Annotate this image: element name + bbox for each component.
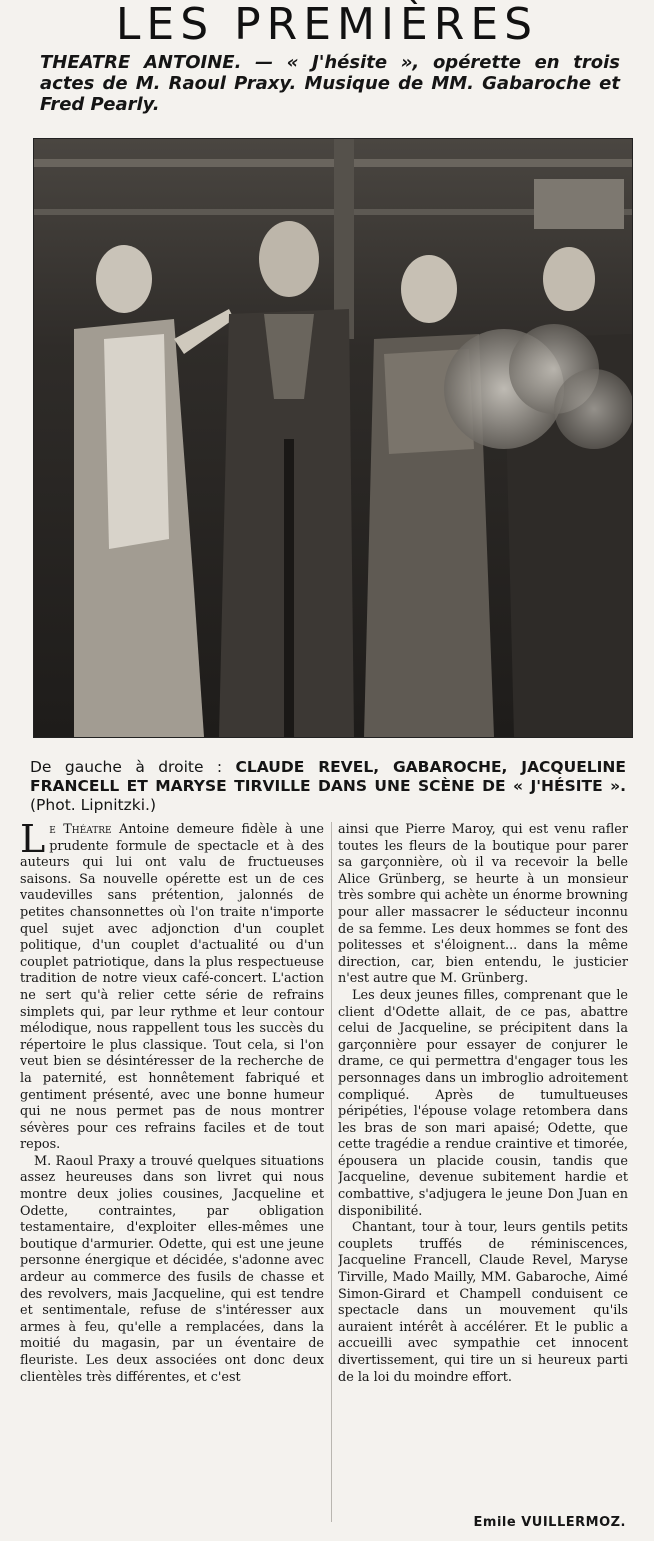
article-paragraph-1: [20, 822, 324, 1154]
article-paragraph-4: Les deux jeunes filles, comprenant que le client d'Odette allait, de ce pas, abattre celui de Jacqueline, se précipitent dans la garçonnière pour essayer de conjurer le drame, ce qui permettra d'engager tous les personnages dans un imbroglio adroitement compliqué. Après de tumultueuses péripéties, l'épouse volage retombera dans les bras de son mari apaisé; Odette, que cette tragédie a rendue craintive et timorée, épousera un placide cousin, tandis que Jacqueline, devenue subitement hardie et combattive, s'adjugera le jeune Don Juan en disponibilité.: [338, 987, 628, 1219]
review-subtitle: THEATRE ANTOINE. — « J'hésite », opérette en trois actes de M. Raoul Praxy. Musique de MM. Gabaroche et Fred Pearly.: [40, 52, 620, 115]
photo-illustration: [34, 139, 632, 737]
lead-smallcaps: e Théatre: [49, 822, 112, 837]
article-paragraph-3: ainsi que Pierre Maroy, qui est venu rafler toutes les fleurs de la boutique pour parer sa garçonnière, où il va recevoir la belle Alice Grünberg, se heurte à un monsieur très sombre qui achète un énorme browning pour aller massacrer le séducteur inconnu de sa femme. Les deux hommes se font des politesses et s'éloignent... dans la même direction, car, bien entendu, le justicier n'est autre que M. Grünberg.: [338, 822, 628, 987]
article-paragraph-2: M. Raoul Praxy a trouvé quelques situations assez heureuses dans son livret qui nous montre deux jolies cousines, Jacqueline et Odette, contraintes, par obligation testamentaire, d'exploiter elles-mêmes une boutique d'armurier. Odette, qui est une jeune personne énergique et décidée, s'adonne avec ardeur au commerce des fusils de chasse et des revolvers, mais Jacqueline, qui est tendre et sentimentale, refuse de s'intéresser aux armes à feu, qu'elle a remplacées, dans la moitié du magasin, par un éventaire de fleuriste. Les deux associées ont donc deux clientèles très différentes, et c'est: [20, 1153, 324, 1385]
author-signature: Emile VUILLERMOZ.: [473, 1515, 626, 1530]
caption-names: CLAUDE REVEL, GABAROCHE, JACQUELINE FRANCELL ET MARYSE TIRVILLE DANS UNE SCÈNE DE « J'HÉSITE ».: [30, 758, 626, 795]
caption-prefix: De gauche à droite :: [30, 758, 236, 776]
photo-caption: [30, 758, 626, 815]
drop-cap: L: [20, 822, 46, 861]
column-divider: [331, 822, 332, 1522]
scene-photograph: [33, 138, 633, 738]
page-title: LES PREMIÈRES: [115, 0, 539, 50]
caption-credit: (Phot. Lipnitzki.): [30, 796, 157, 814]
article-column-left: [20, 822, 324, 1522]
article-paragraph-5: Chantant, tour à tour, leurs gentils petits couplets truffés de réminiscences, Jacqueline Francell, Claude Revel, Maryse Tirville, Mado Mailly, MM. Gabaroche, Aimé Simon-Girard et Champell conduisent ce spectacle dans un mouvement qu'ils auraient intérêt à accélérer. Et le public a accueilli avec sympathie cet innocent divertissement, qui tire un si heureux parti de la loi du moindre effort.: [338, 1220, 628, 1385]
article-column-right: [338, 822, 628, 1522]
paragraph-1-text: Antoine demeure fidèle à une prudente formule de spectacle et à des auteurs qui lui ont valu de fructueuses saisons. Sa nouvelle opérette est un de ces vaudevilles sans prétention, jalonnés de petites chansonnettes où l'on traite n'importe quel sujet avec adjonction d'un couplet politique, d'un couplet d'actualité ou d'un couplet patriotique, dans la plus respectueuse tradition de notre vieux café-concert. L'action ne sert qu'à relier cette série de refrains simplets qui, par leur rythme et leur contour mélodique, nous rappellent tous les succès du répertoire le plus classique. Tout cela, si l'on veut bien se désintéresser de la recherche de la paternité, est honnêtement fabriqué et gentiment présenté, avec une bonne humeur qui ne nous permet pas de nous montrer sévères pour ces refrains faciles et de tout repos.: [20, 822, 324, 1153]
